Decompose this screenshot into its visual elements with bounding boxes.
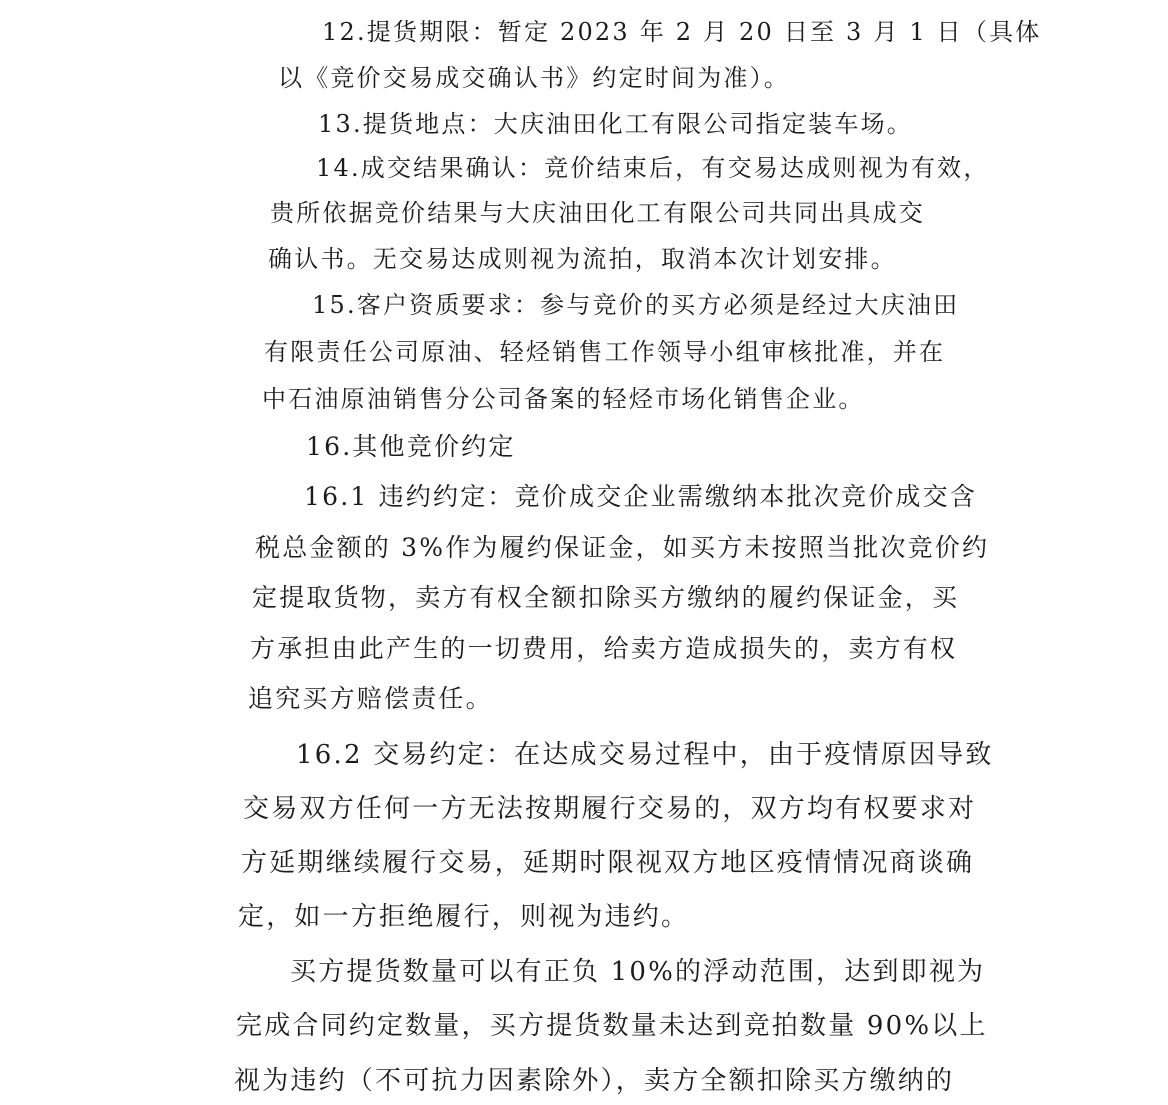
doc-line-2: 以《竞价交易成交确认书》约定时间为准）。 (278, 64, 790, 92)
doc-line-12: 税总金额的 3%作为履约保证金，如买方未按照当批次竞价约 (255, 533, 990, 562)
doc-line-13: 定提取货物，卖方有权全额扣除买方缴纳的履约保证金，买 (252, 583, 960, 612)
doc-line-4: 14.成交结果确认：竞价结束后，有交易达成则视为有效， (316, 154, 990, 182)
doc-line-16: 16.2 交易约定：在达成交易过程中，由于疫情原因导致 (296, 740, 994, 770)
doc-line-17: 交易双方任何一方无法按期履行交易的，双方均有权要求对 (243, 794, 977, 824)
doc-line-1: 12.提货期限：暂定 2023 年 2 月 20 日至 3 月 1 日（具体 (322, 18, 1042, 46)
doc-line-10: 16.其他竞价约定 (306, 432, 516, 461)
doc-line-22: 视为违约（不可抗力因素除外），卖方全额扣除买方缴纳的 (234, 1066, 955, 1096)
doc-line-6: 确认书。无交易达成则视为流拍，取消本次计划安排。 (268, 245, 897, 273)
doc-line-14: 方承担由此产生的一切费用，给卖方造成损失的，卖方有权 (250, 634, 958, 663)
doc-line-9: 中石油原油销售分公司备案的轻烃市场化销售企业。 (262, 385, 865, 413)
doc-line-20: 买方提货数量可以有正负 10%的浮动范围，达到即视为 (290, 957, 986, 987)
doc-line-7: 15.客户资质要求：参与竞价的买方必须是经过大庆油田 (312, 291, 960, 319)
doc-line-11: 16.1 违约约定：竞价成交企业需缴纳本批次竞价成交含 (304, 482, 978, 511)
doc-line-8: 有限责任公司原油、轻烃销售工作领导小组审核批准，并在 (264, 338, 946, 366)
doc-line-18: 方延期继续履行交易，延期时限视双方地区疫情情况商谈确 (241, 848, 975, 878)
doc-line-19: 定，如一方拒绝履行，则视为违约。 (238, 902, 690, 932)
doc-line-5: 贵所依据竞价结果与大庆油田化工有限公司共同出具成交 (270, 199, 925, 227)
doc-line-21: 完成合同约定数量，买方提货数量未达到竞拍数量 90%以上 (236, 1011, 988, 1041)
doc-line-3: 13.提货地点：大庆油田化工有限公司指定装车场。 (318, 110, 913, 138)
doc-line-15: 追究买方赔偿责任。 (248, 684, 493, 713)
